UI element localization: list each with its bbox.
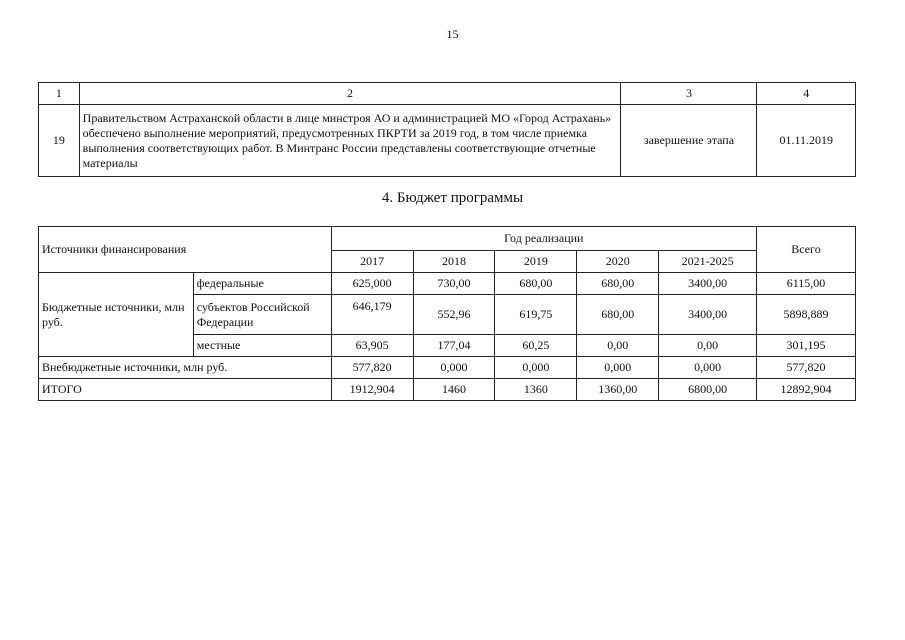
total-header: Всего: [757, 227, 856, 273]
year-cell: 2019: [495, 251, 577, 273]
budget-row-extrabudgetary: [39, 357, 856, 379]
value-cell: 1360: [495, 379, 577, 401]
year-header: Год реализации: [331, 227, 756, 251]
total-label: ИТОГО: [39, 379, 332, 401]
budget-row-federal: [39, 273, 856, 295]
grand-total: 12892,904: [757, 379, 856, 401]
header-col-2: 2: [79, 83, 621, 105]
value-cell: 0,000: [659, 357, 757, 379]
sources-header: Источники финансирования: [39, 227, 332, 273]
row-total: 5898,889: [757, 295, 856, 335]
value-cell: 680,00: [577, 295, 659, 335]
header-col-1: 1: [39, 83, 80, 105]
value-cell: 619,75: [495, 295, 577, 335]
year-cell: 2018: [413, 251, 495, 273]
row-total: 6115,00: [757, 273, 856, 295]
row-total: 301,195: [757, 335, 856, 357]
value-cell: 680,00: [495, 273, 577, 295]
value-cell: 3400,00: [659, 273, 757, 295]
value-cell: 552,96: [413, 295, 495, 335]
value-cell: 577,820: [331, 357, 413, 379]
budget-sources-label: Бюджетные источники, млн руб.: [39, 273, 194, 357]
year-cell: 2020: [577, 251, 659, 273]
stage-date: 01.11.2019: [757, 105, 856, 177]
row-total: 577,820: [757, 357, 856, 379]
stages-table: [38, 82, 856, 177]
budget-table: [38, 226, 856, 401]
value-cell: 0,000: [413, 357, 495, 379]
value-cell: 1460: [413, 379, 495, 401]
value-cell: 177,04: [413, 335, 495, 357]
value-cell: 1912,904: [331, 379, 413, 401]
row-label: Внебюджетные источники, млн руб.: [39, 357, 332, 379]
value-cell: 0,00: [577, 335, 659, 357]
stage-row: [39, 105, 856, 177]
stage-status: завершение этапа: [621, 105, 757, 177]
value-cell: 646,179: [331, 295, 413, 335]
value-cell: 3400,00: [659, 295, 757, 335]
header-col-4: 4: [757, 83, 856, 105]
row-label: субъектов Российской Федерации: [193, 295, 331, 335]
budget-row-total: [39, 379, 856, 401]
row-label: местные: [193, 335, 331, 357]
stage-description: Правительством Астраханской области в лице минстроя АО и администрацией МО «Город Астрахань» обеспечено выполнение мероприятий, предусмотренных ПКРТИ за 2019 год, в том числе приемка выполнения соответствующих работ. В Минтранс России представлены соответствующие отчетные материалы: [79, 105, 621, 177]
header-col-3: 3: [621, 83, 757, 105]
stage-number: 19: [39, 105, 80, 177]
value-cell: 0,00: [659, 335, 757, 357]
budget-header-row: [39, 227, 856, 251]
section-title: 4. Бюджет программы: [381, 190, 524, 206]
value-cell: 1360,00: [577, 379, 659, 401]
value-cell: 60,25: [495, 335, 577, 357]
year-cell: 2021-2025: [659, 251, 757, 273]
value-cell: 625,000: [331, 273, 413, 295]
value-cell: 0,000: [577, 357, 659, 379]
value-cell: 6800,00: [659, 379, 757, 401]
value-cell: 0,000: [495, 357, 577, 379]
value-cell: 730,00: [413, 273, 495, 295]
value-cell: 680,00: [577, 273, 659, 295]
year-cell: 2017: [331, 251, 413, 273]
row-label: федеральные: [193, 273, 331, 295]
page-number: 15: [446, 27, 459, 41]
stages-header-row: [39, 83, 856, 105]
value-cell: 63,905: [331, 335, 413, 357]
